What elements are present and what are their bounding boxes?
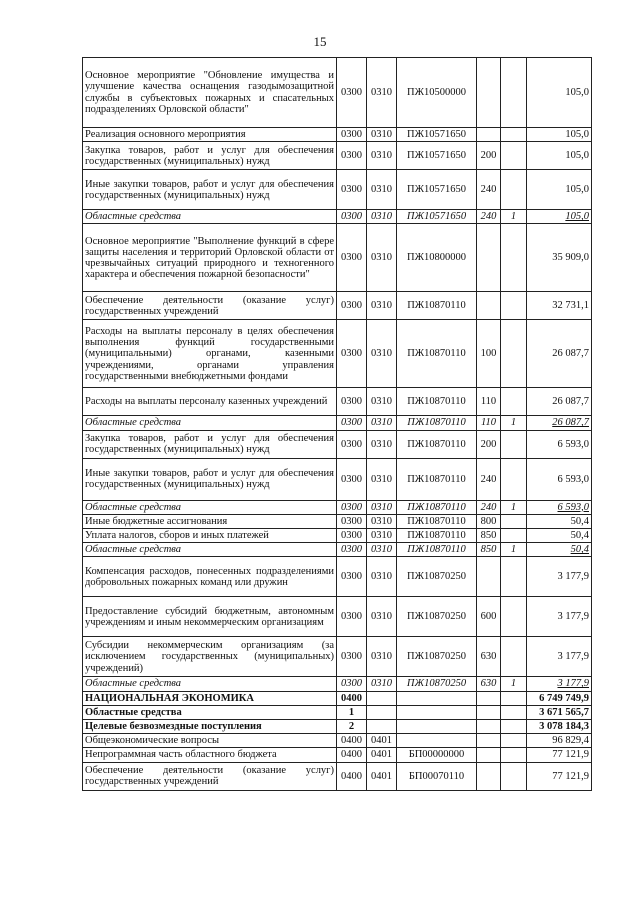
row-subsection-code: 0310: [367, 292, 397, 320]
table-row: [83, 292, 592, 320]
table-row: [83, 677, 592, 691]
row-target-code: ПЖ10870250: [397, 597, 477, 637]
row-funding-source: 1: [501, 500, 527, 514]
row-amount: 6 593,0: [527, 430, 592, 458]
row-funding-source: [501, 748, 527, 762]
row-funding-source: [501, 597, 527, 637]
table-row: [83, 58, 592, 128]
row-expense-type: [477, 224, 501, 292]
row-funding-source: [501, 58, 527, 128]
row-subsection-code: 0310: [367, 224, 397, 292]
row-name: Закупка товаров, работ и услуг для обеспечения государственных (муниципальных) нужд: [83, 142, 337, 170]
row-subsection-code: 0310: [367, 416, 397, 430]
table-row: [83, 458, 592, 500]
row-subsection-code: 0310: [367, 557, 397, 597]
row-amount: 105,0: [527, 142, 592, 170]
row-funding-source: [501, 170, 527, 210]
row-section-code: 0300: [337, 210, 367, 224]
row-section-code: 0300: [337, 170, 367, 210]
row-funding-source: [501, 762, 527, 790]
row-name: Иные закупки товаров, работ и услуг для обеспечения государственных (муниципальных) нужд: [83, 170, 337, 210]
row-expense-type: 240: [477, 210, 501, 224]
row-name: Областные средства: [83, 543, 337, 557]
row-target-code: ПЖ10571650: [397, 210, 477, 224]
row-name: Областные средства: [83, 416, 337, 430]
row-section-code: 0300: [337, 320, 367, 388]
row-expense-type: 630: [477, 637, 501, 677]
row-amount: 6 749 749,9: [527, 691, 592, 705]
row-section-code: 0300: [337, 416, 367, 430]
row-target-code: ПЖ10870110: [397, 458, 477, 500]
row-amount: 26 087,7: [527, 388, 592, 416]
row-amount: 96 829,4: [527, 734, 592, 748]
row-expense-type: 200: [477, 430, 501, 458]
row-funding-source: [501, 529, 527, 543]
row-subsection-code: [367, 705, 397, 719]
row-section-code: 2: [337, 720, 367, 734]
row-name: Иные бюджетные ассигнования: [83, 514, 337, 528]
row-name: Субсидии некоммерческим организациям (за исключением государственных (муниципальных) учреждений): [83, 637, 337, 677]
row-funding-source: [501, 458, 527, 500]
row-target-code: ПЖ10870250: [397, 637, 477, 677]
row-name: Целевые безвозмездные поступления: [83, 720, 337, 734]
row-expense-type: [477, 762, 501, 790]
row-amount: 3 177,9: [527, 677, 592, 691]
table-row: [83, 514, 592, 528]
row-name: Предоставление субсидий бюджетным, автономным учреждениям и иным некоммерческим организациям: [83, 597, 337, 637]
row-amount: 105,0: [527, 170, 592, 210]
row-amount: 77 121,9: [527, 762, 592, 790]
row-section-code: 0300: [337, 388, 367, 416]
table-row: [83, 637, 592, 677]
row-name: НАЦИОНАЛЬНАЯ ЭКОНОМИКА: [83, 691, 337, 705]
row-amount: 26 087,7: [527, 320, 592, 388]
row-amount: 32 731,1: [527, 292, 592, 320]
row-expense-type: [477, 557, 501, 597]
row-name: Иные закупки товаров, работ и услуг для обеспечения государственных (муниципальных) нужд: [83, 458, 337, 500]
row-section-code: 0300: [337, 292, 367, 320]
row-funding-source: [501, 720, 527, 734]
row-subsection-code: 0310: [367, 458, 397, 500]
row-target-code: [397, 705, 477, 719]
row-subsection-code: 0310: [367, 597, 397, 637]
row-target-code: ПЖ10870110: [397, 416, 477, 430]
row-subsection-code: [367, 720, 397, 734]
table-row: [83, 705, 592, 719]
row-section-code: 0300: [337, 500, 367, 514]
row-amount: 3 177,9: [527, 557, 592, 597]
row-section-code: 0400: [337, 691, 367, 705]
row-subsection-code: 0310: [367, 210, 397, 224]
table-row: [83, 748, 592, 762]
row-expense-type: 200: [477, 142, 501, 170]
row-name: Основное мероприятие "Обновление имущества и улучшение качества оснащения газодымозащитной службы в субъектовых пожарных и спасательных подразделениях Орловской области": [83, 58, 337, 128]
row-target-code: ПЖ10800000: [397, 224, 477, 292]
row-expense-type: [477, 748, 501, 762]
row-expense-type: 850: [477, 529, 501, 543]
row-expense-type: [477, 705, 501, 719]
table-row: [83, 388, 592, 416]
row-target-code: ПЖ10870110: [397, 500, 477, 514]
row-funding-source: [501, 557, 527, 597]
row-amount: 35 909,0: [527, 224, 592, 292]
row-funding-source: [501, 734, 527, 748]
row-amount: 3 671 565,7: [527, 705, 592, 719]
row-section-code: 0400: [337, 748, 367, 762]
row-section-code: 0300: [337, 677, 367, 691]
row-target-code: ПЖ10500000: [397, 58, 477, 128]
row-amount: 3 177,9: [527, 597, 592, 637]
row-target-code: ПЖ10870110: [397, 543, 477, 557]
row-subsection-code: 0401: [367, 748, 397, 762]
row-name: Основное мероприятие "Выполнение функций в сфере защиты населения и территорий Орловской области от чрезвычайных ситуаций природного и техногенного характера и обеспечения пожарной безопасности": [83, 224, 337, 292]
row-subsection-code: 0401: [367, 762, 397, 790]
row-target-code: ПЖ10571650: [397, 170, 477, 210]
table-row: [83, 557, 592, 597]
row-section-code: 0300: [337, 597, 367, 637]
row-target-code: БП00000000: [397, 748, 477, 762]
table-row: [83, 543, 592, 557]
row-funding-source: [501, 430, 527, 458]
row-expense-type: 630: [477, 677, 501, 691]
row-funding-source: [501, 637, 527, 677]
row-subsection-code: 0401: [367, 734, 397, 748]
row-section-code: 0300: [337, 557, 367, 597]
row-funding-source: [501, 691, 527, 705]
row-target-code: ПЖ10870110: [397, 320, 477, 388]
row-subsection-code: [367, 691, 397, 705]
row-name: Обеспечение деятельности (оказание услуг) государственных учреждений: [83, 292, 337, 320]
table-row: [83, 597, 592, 637]
row-expense-type: 110: [477, 416, 501, 430]
table-row: [83, 210, 592, 224]
row-section-code: 0300: [337, 529, 367, 543]
row-expense-type: 240: [477, 458, 501, 500]
row-subsection-code: 0310: [367, 514, 397, 528]
row-target-code: [397, 720, 477, 734]
table-row: [83, 734, 592, 748]
row-name: Компенсация расходов, понесенных подразделениями добровольных пожарных команд или дружин: [83, 557, 337, 597]
table-row: [83, 128, 592, 142]
row-name: Непрограммная часть областного бюджета: [83, 748, 337, 762]
row-target-code: ПЖ10870110: [397, 529, 477, 543]
row-subsection-code: 0310: [367, 637, 397, 677]
row-target-code: ПЖ10571650: [397, 142, 477, 170]
table-row: [83, 529, 592, 543]
row-expense-type: [477, 58, 501, 128]
row-target-code: ПЖ10571650: [397, 128, 477, 142]
row-section-code: 0400: [337, 734, 367, 748]
row-amount: 50,4: [527, 529, 592, 543]
row-subsection-code: 0310: [367, 543, 397, 557]
table-row: [83, 170, 592, 210]
row-expense-type: [477, 128, 501, 142]
row-target-code: ПЖ10870250: [397, 557, 477, 597]
row-section-code: 1: [337, 705, 367, 719]
page-number: 15: [313, 34, 327, 49]
table-row: [83, 720, 592, 734]
row-name: Областные средства: [83, 500, 337, 514]
row-name: Расходы на выплаты персоналу в целях обеспечения выполнения функций государственными (муниципальными) органами, казенными учреждениями, органами управления государственными внебюджетными фондами: [83, 320, 337, 388]
row-expense-type: [477, 691, 501, 705]
row-funding-source: [501, 388, 527, 416]
row-funding-source: [501, 224, 527, 292]
row-target-code: ПЖ10870110: [397, 430, 477, 458]
row-expense-type: [477, 720, 501, 734]
row-funding-source: 1: [501, 543, 527, 557]
row-name: Областные средства: [83, 705, 337, 719]
table-row: [83, 416, 592, 430]
row-expense-type: 240: [477, 500, 501, 514]
row-expense-type: 110: [477, 388, 501, 416]
row-amount: 105,0: [527, 128, 592, 142]
row-subsection-code: 0310: [367, 142, 397, 170]
row-amount: 50,4: [527, 514, 592, 528]
row-amount: 6 593,0: [527, 458, 592, 500]
row-target-code: ПЖ10870110: [397, 292, 477, 320]
row-funding-source: 1: [501, 210, 527, 224]
row-amount: 105,0: [527, 58, 592, 128]
table-row: [83, 430, 592, 458]
row-name: Обеспечение деятельности (оказание услуг) государственных учреждений: [83, 762, 337, 790]
row-expense-type: 600: [477, 597, 501, 637]
row-funding-source: 1: [501, 677, 527, 691]
row-amount: 3 177,9: [527, 637, 592, 677]
row-section-code: 0300: [337, 224, 367, 292]
row-name: Общеэкономические вопросы: [83, 734, 337, 748]
table-row: [83, 142, 592, 170]
row-expense-type: 850: [477, 543, 501, 557]
row-funding-source: [501, 320, 527, 388]
row-name: Реализация основного мероприятия: [83, 128, 337, 142]
row-expense-type: [477, 292, 501, 320]
row-funding-source: [501, 128, 527, 142]
row-subsection-code: 0310: [367, 677, 397, 691]
row-expense-type: 240: [477, 170, 501, 210]
row-subsection-code: 0310: [367, 320, 397, 388]
row-subsection-code: 0310: [367, 500, 397, 514]
table-row: [83, 500, 592, 514]
row-section-code: 0300: [337, 543, 367, 557]
row-section-code: 0300: [337, 58, 367, 128]
row-target-code: [397, 734, 477, 748]
row-funding-source: [501, 142, 527, 170]
row-target-code: БП00070110: [397, 762, 477, 790]
row-subsection-code: 0310: [367, 58, 397, 128]
row-section-code: 0300: [337, 637, 367, 677]
table-row: [83, 224, 592, 292]
row-amount: 26 087,7: [527, 416, 592, 430]
row-subsection-code: 0310: [367, 388, 397, 416]
table-row: [83, 691, 592, 705]
row-funding-source: [501, 705, 527, 719]
row-name: Закупка товаров, работ и услуг для обеспечения государственных (муниципальных) нужд: [83, 430, 337, 458]
row-name: Расходы на выплаты персоналу казенных учреждений: [83, 388, 337, 416]
row-section-code: 0300: [337, 430, 367, 458]
row-name: Областные средства: [83, 210, 337, 224]
row-subsection-code: 0310: [367, 430, 397, 458]
row-expense-type: [477, 734, 501, 748]
row-section-code: 0400: [337, 762, 367, 790]
row-expense-type: 800: [477, 514, 501, 528]
row-funding-source: [501, 292, 527, 320]
table-row: [83, 762, 592, 790]
row-target-code: ПЖ10870110: [397, 388, 477, 416]
row-subsection-code: 0310: [367, 170, 397, 210]
row-amount: 6 593,0: [527, 500, 592, 514]
budget-table: [82, 57, 592, 791]
row-amount: 50,4: [527, 543, 592, 557]
row-section-code: 0300: [337, 142, 367, 170]
table-row: [83, 320, 592, 388]
row-target-code: ПЖ10870250: [397, 677, 477, 691]
row-expense-type: 100: [477, 320, 501, 388]
row-section-code: 0300: [337, 458, 367, 500]
row-subsection-code: 0310: [367, 128, 397, 142]
row-section-code: 0300: [337, 128, 367, 142]
row-section-code: 0300: [337, 514, 367, 528]
row-target-code: [397, 691, 477, 705]
row-amount: 77 121,9: [527, 748, 592, 762]
row-name: Областные средства: [83, 677, 337, 691]
row-amount: 105,0: [527, 210, 592, 224]
row-name: Уплата налогов, сборов и иных платежей: [83, 529, 337, 543]
row-amount: 3 078 184,3: [527, 720, 592, 734]
row-funding-source: 1: [501, 416, 527, 430]
row-funding-source: [501, 514, 527, 528]
row-subsection-code: 0310: [367, 529, 397, 543]
row-target-code: ПЖ10870110: [397, 514, 477, 528]
